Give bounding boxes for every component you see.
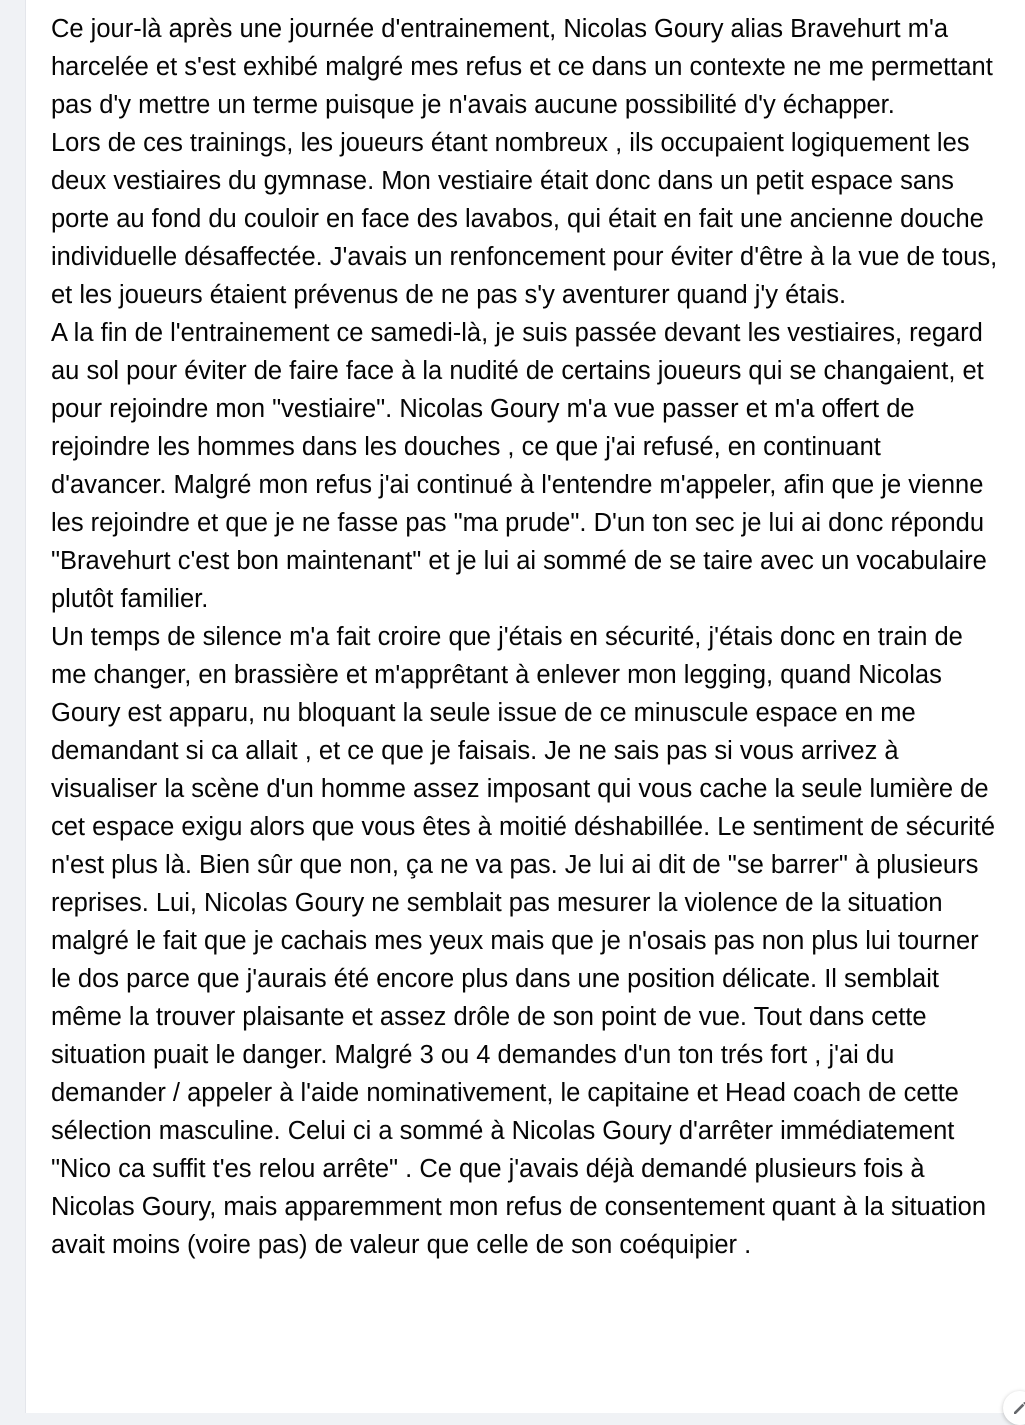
post-paragraph-2: Lors de ces trainings, les joueurs étant nombreux , ils occupaient logiquement les deux vestiaires du gymnase. Mon vestiaire était donc dans un petit espace sans porte au fond du couloir en face des lavabos, qui était en fait une ancienne douche individuelle désaffectée. J'avais un renfoncement pour éviter d'être à la vue de tous, et les joueurs étaient prévenus de ne pas s'y aventurer quand j'y étais. (51, 129, 998, 309)
page-gutter (0, 0, 25, 1413)
post-paragraph-1: Ce jour-là après une journée d'entrainement, Nicolas Goury alias Bravehurt m'a harcelée et s'est exhibé malgré mes refus et ce dans un contexte ne me permettant pas d'y mettre un terme puisque je n'avais aucune possibilité d'y échapper. (51, 15, 993, 119)
post-body-text (51, 10, 1001, 1264)
edit-icon[interactable] (1003, 1391, 1025, 1425)
post-paragraph-3: A la fin de l'entrainement ce samedi-là, je suis passée devant les vestiaires, regard au sol pour éviter de faire face à la nudité de certains joueurs qui se changaient, et pour rejoindre mon "vestiaire". Nicolas Goury m'a vue passer et m'a offert de rejoindre les hommes dans les douches , ce que j'ai refusé, en continuant d'avancer. Malgré mon refus j'ai continué à l'entendre m'appeler, afin que je vienne les rejoindre et que je ne fasse pas "ma prude". D'un ton sec je lui ai donc répondu "Bravehurt c'est bon maintenant" et je lui ai sommé de se taire avec un vocabulaire plutôt familier. (51, 319, 987, 613)
post-paragraph-4: Un temps de silence m'a fait croire que j'étais en sécurité, j'étais donc en train de me changer, en brassière et m'apprêtant à enlever mon legging, quand Nicolas Goury est apparu, nu bloquant la seule issue de ce minuscule espace en me demandant si ca allait , et ce que je faisais. Je ne sais pas si vous arrivez à visualiser la scène d'un homme assez imposant qui vous cache la seule lumière de cet espace exigu alors que vous êtes à moitié déshabillée. Le sentiment de sécurité n'est plus là. Bien sûr que non, ça ne va pas. Je lui ai dit de "se barrer" à plusieurs reprises. Lui, Nicolas Goury ne semblait pas mesurer la violence de la situation malgré le fait que je cachais mes yeux mais que je n'osais pas non plus lui tourner le dos parce que j'aurais été encore plus dans une position délicate. Il semblait même la trouver plaisante et assez drôle de son point de vue. Tout dans cette situation puait le danger. Malgré 3 ou 4 demandes d'un ton trés fort , j'ai du demander / appeler à l'aide nominativement, le capitaine et Head coach de cette sélection masculine. Celui ci a sommé à Nicolas Goury d'arrêter immédiatement "Nico ca suffit t'es relou arrête" . Ce que j'avais déjà demandé plusieurs fois à Nicolas Goury, mais apparemment mon refus de consentement quant à la situation avait moins (voire pas) de valeur que celle de son coéquipier . (51, 623, 996, 1259)
edit-icon-glyph (1011, 1399, 1025, 1417)
post-card (25, 0, 1025, 1413)
